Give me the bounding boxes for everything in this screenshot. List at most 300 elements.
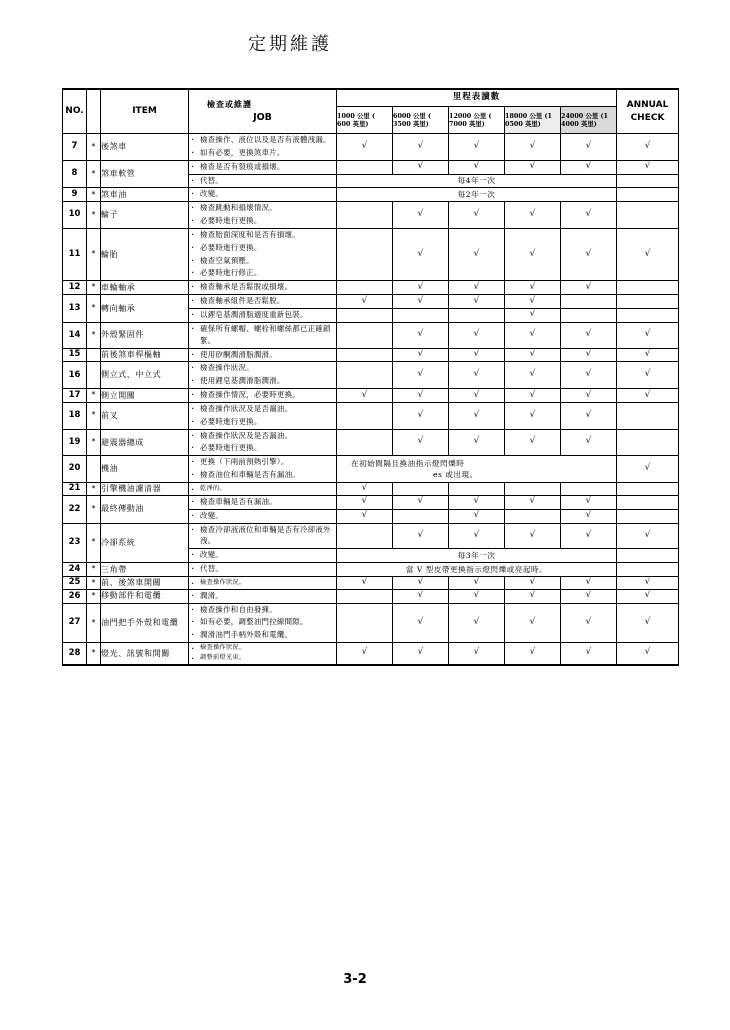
row-mileage-check-5: √: [561, 402, 617, 429]
row-job-description: [189, 429, 337, 456]
job-bullet: · 如有必要，更換煞車片。: [189, 147, 336, 159]
row-asterisk-mark: [87, 456, 101, 483]
row-job-description: [189, 228, 337, 280]
mileage-line2: 600 英里): [337, 120, 369, 128]
row-number: 7: [63, 134, 87, 161]
page-title: 定期維護: [248, 34, 332, 55]
row-mileage-check-2: √: [393, 228, 449, 280]
mileage-line1: 6000 公里 (: [393, 111, 432, 120]
row-mileage-check-4: √: [505, 589, 561, 603]
row-annual-check: [617, 188, 679, 202]
row-mileage-check-3: √: [449, 295, 505, 309]
row-annual-check: √: [617, 643, 679, 665]
row-annual-check: √: [617, 348, 679, 362]
row-mileage-check-2: √: [393, 576, 449, 589]
row-mileage-check-4: √: [505, 281, 561, 295]
row-job-description: [189, 295, 337, 309]
row-mileage-check-1: √: [337, 495, 393, 509]
table-header: [63, 89, 679, 134]
row-item-name: 車輪軸承: [101, 281, 189, 295]
row-mileage-check-4: [505, 509, 561, 523]
row-mileage-check-5: √: [561, 348, 617, 362]
row-asterisk-mark: *: [87, 322, 101, 348]
row-job-description: [189, 389, 337, 403]
row-mileage-check-5: √: [561, 160, 617, 174]
row-asterisk-mark: *: [87, 603, 101, 643]
table-row: [63, 603, 679, 643]
row-asterisk-mark: *: [87, 643, 101, 665]
row-annual-check: [617, 495, 679, 509]
table-row: [63, 348, 679, 362]
job-bullet: · 檢查操作狀況及是否漏油。: [189, 403, 336, 415]
row-mileage-check-2: √: [393, 348, 449, 362]
row-mileage-check-3: [449, 308, 505, 322]
row-mileage-check-1: √: [337, 482, 393, 495]
row-mileage-check-4: √: [505, 643, 561, 665]
job-bullet: · 必要時進行更換。: [189, 442, 336, 454]
row-mileage-check-2: √: [393, 134, 449, 161]
row-job-description: [189, 482, 337, 495]
row-mileage-check-2: √: [393, 523, 449, 549]
row-asterisk-mark: *: [87, 589, 101, 603]
row-mileage-check-2: √: [393, 389, 449, 403]
row-mileage-check-2: [393, 509, 449, 523]
table-row: [63, 134, 679, 161]
job-bullet: · 檢查操作和自由發揮。: [189, 604, 336, 616]
job-bullet: · 代替。: [189, 563, 336, 575]
job-bullet: · 改變。: [189, 549, 336, 561]
row-job-description: [189, 202, 337, 229]
header-mileage-col-1: [337, 107, 393, 134]
header-no: NO.: [63, 89, 87, 134]
header-item: ITEM: [101, 89, 189, 134]
mileage-line2: 4000 英里): [561, 120, 597, 128]
row-job-description: [189, 134, 337, 161]
mileage-line2: 7000 英里): [449, 120, 485, 128]
row-mileage-check-1: [337, 402, 393, 429]
row-annual-check: √: [617, 523, 679, 549]
row-number: 23: [63, 523, 87, 563]
row-job-description: [189, 308, 337, 322]
row-mileage-check-5: √: [561, 322, 617, 348]
row-mileage-check-3: √: [449, 576, 505, 589]
mileage-line1: 24000 公里 (1: [561, 111, 608, 120]
row-mileage-check-1: [337, 362, 393, 389]
table-body: [63, 134, 679, 665]
job-bullet: · 檢查操作狀況。: [189, 362, 336, 374]
table-row: [63, 362, 679, 389]
row-mileage-check-5: √: [561, 429, 617, 456]
table-row: [63, 563, 679, 577]
table-row: [63, 228, 679, 280]
row-mileage-check-4: √: [505, 402, 561, 429]
table-row: [63, 202, 679, 229]
row-mileage-check-1: [337, 523, 393, 549]
row-asterisk-mark: *: [87, 563, 101, 577]
table-row: [63, 482, 679, 495]
row-number: 22: [63, 495, 87, 523]
row-mileage-check-4: √: [505, 228, 561, 280]
row-mileage-check-2: √: [393, 160, 449, 174]
row-annual-check: [617, 563, 679, 577]
maintenance-schedule-table: [62, 88, 670, 666]
table-row: [63, 523, 679, 549]
job-bullet: · 乾淨的。: [189, 484, 336, 493]
row-asterisk-mark: *: [87, 134, 101, 161]
row-asterisk-mark: *: [87, 482, 101, 495]
row-mileage-check-4: √: [505, 134, 561, 161]
row-item-name: 冷卻系統: [101, 523, 189, 563]
row-mileage-check-3: √: [449, 160, 505, 174]
row-mileage-check-1: [337, 308, 393, 322]
row-job-description: [189, 402, 337, 429]
row-mileage-check-3: √: [449, 402, 505, 429]
header-mileage-col-4: [505, 107, 561, 134]
row-mileage-check-5: √: [561, 389, 617, 403]
row-asterisk-mark: *: [87, 429, 101, 456]
row-number: 19: [63, 429, 87, 456]
row-mileage-check-5: [561, 308, 617, 322]
interval-note-line2: es 或出現。: [433, 470, 478, 480]
row-number: 26: [63, 589, 87, 603]
row-mileage-check-1: √: [337, 389, 393, 403]
row-mileage-check-1: [337, 160, 393, 174]
row-asterisk-mark: *: [87, 202, 101, 229]
row-interval-note: [337, 456, 617, 483]
row-mileage-check-5: √: [561, 589, 617, 603]
row-asterisk-mark: *: [87, 389, 101, 403]
row-mileage-check-5: √: [561, 228, 617, 280]
row-mileage-check-2: √: [393, 589, 449, 603]
row-item-name: 側立式、中立式: [101, 362, 189, 389]
row-mileage-check-5: √: [561, 202, 617, 229]
row-interval-note: 每3年一次: [337, 549, 617, 563]
row-annual-check: √: [617, 589, 679, 603]
row-asterisk-mark: *: [87, 495, 101, 523]
row-number: 14: [63, 322, 87, 348]
row-mileage-check-3: √: [449, 362, 505, 389]
row-job-description: [189, 322, 337, 348]
header-job-cn: 檢查或維護: [207, 98, 252, 109]
row-mileage-check-3: √: [449, 202, 505, 229]
header-mileage-col-5: [561, 107, 617, 134]
row-item-name: 輪子: [101, 202, 189, 229]
row-mileage-check-3: √: [449, 389, 505, 403]
row-annual-check: √: [617, 228, 679, 280]
interval-note-line1: 在初始間隔且換油指示燈閃爍時: [351, 458, 465, 468]
row-item-name: 油門把手外殼和電纜: [101, 603, 189, 643]
job-bullet: · 使用矽酮潤滑脂潤滑。: [189, 349, 336, 361]
job-bullet: · 檢查胎面深度和是否有損壞。: [189, 229, 336, 241]
row-mileage-check-1: [337, 228, 393, 280]
row-mileage-check-3: √: [449, 134, 505, 161]
job-bullet: · 代替。: [189, 175, 336, 187]
job-bullet: · 潤滑。: [189, 590, 336, 602]
row-item-name: 轉向軸承: [101, 295, 189, 323]
row-mileage-check-3: √: [449, 509, 505, 523]
job-bullet: · 使用鋰皂基潤滑脂潤滑。: [189, 375, 336, 387]
row-interval-note: 每4年一次: [337, 174, 617, 188]
row-job-description: [189, 603, 337, 643]
table-row: [63, 643, 679, 665]
row-mileage-check-4: √: [505, 429, 561, 456]
row-annual-check: √: [617, 322, 679, 348]
row-mileage-check-2: √: [393, 402, 449, 429]
row-mileage-check-3: √: [449, 495, 505, 509]
row-number: 16: [63, 362, 87, 389]
job-bullet: · 改變。: [189, 510, 336, 522]
job-bullet: · 檢查操作狀況及是否漏油。: [189, 430, 336, 442]
table-row: [63, 495, 679, 509]
job-bullet: · 必要時進行修正。: [189, 267, 336, 279]
row-item-name: 燈光、訊號和開關: [101, 643, 189, 665]
row-asterisk-mark: *: [87, 188, 101, 202]
table-row: [63, 188, 679, 202]
header-mileage-col-2: [393, 107, 449, 134]
row-asterisk-mark: *: [87, 295, 101, 323]
row-annual-check: √: [617, 160, 679, 174]
row-mileage-check-3: [449, 482, 505, 495]
row-number: 27: [63, 603, 87, 643]
row-mileage-check-4: √: [505, 523, 561, 549]
row-annual-check: √: [617, 134, 679, 161]
row-mileage-check-2: √: [393, 202, 449, 229]
job-bullet: · 調整前燈光束。: [189, 653, 336, 662]
row-mileage-check-4: √: [505, 495, 561, 509]
job-bullet: · 檢查冷卻液液位和車輛是否有冷卻液外洩。: [189, 524, 336, 548]
row-asterisk-mark: *: [87, 281, 101, 295]
job-bullet: · 檢查是否有裂痕或損壞。: [189, 161, 336, 173]
row-mileage-check-5: √: [561, 134, 617, 161]
header-job-en: JOB: [253, 111, 272, 123]
job-bullet: · 更換（下兩前預熱引擎）。: [189, 456, 336, 468]
row-job-description: [189, 160, 337, 174]
row-annual-check: [617, 482, 679, 495]
table-row: [63, 429, 679, 456]
row-job-description: [189, 509, 337, 523]
row-item-name: 最終傳動油: [101, 495, 189, 523]
table-row: [63, 322, 679, 348]
row-mileage-check-1: [337, 202, 393, 229]
mileage-line2: 3500 英里): [393, 120, 429, 128]
row-mileage-check-2: √: [393, 603, 449, 643]
row-mileage-check-1: [337, 589, 393, 603]
job-bullet: · 檢查軸承組件是否鬆脫。: [189, 295, 336, 307]
row-asterisk-mark: *: [87, 576, 101, 589]
row-asterisk-mark: [87, 348, 101, 362]
row-mileage-check-5: √: [561, 495, 617, 509]
job-bullet: · 以鋰皂基潤滑脂適度重新包裝。: [189, 309, 336, 321]
row-annual-check: [617, 281, 679, 295]
row-item-name: 避震器總成: [101, 429, 189, 456]
row-mileage-check-1: √: [337, 576, 393, 589]
row-asterisk-mark: *: [87, 160, 101, 188]
row-item-name: 前後煞車桿樞軸: [101, 348, 189, 362]
job-bullet: · 檢查軸承是否鬆脫或損壞。: [189, 281, 336, 293]
row-annual-check: [617, 402, 679, 429]
row-mileage-check-2: √: [393, 322, 449, 348]
table-row: [63, 281, 679, 295]
row-job-description: [189, 549, 337, 563]
row-annual-check: √: [617, 576, 679, 589]
row-mileage-check-2: [393, 482, 449, 495]
row-job-description: [189, 495, 337, 509]
row-mileage-check-1: [337, 348, 393, 362]
row-annual-check: [617, 549, 679, 563]
row-annual-check: [617, 295, 679, 309]
row-number: 18: [63, 402, 87, 429]
row-mileage-check-3: √: [449, 589, 505, 603]
row-job-description: [189, 523, 337, 549]
row-mileage-check-4: √: [505, 308, 561, 322]
row-item-name: 側立開關: [101, 389, 189, 403]
row-job-description: [189, 174, 337, 188]
row-item-name: 機油: [101, 456, 189, 483]
row-mileage-check-5: √: [561, 509, 617, 523]
job-bullet: · 檢查操作情況，必要時更換。: [189, 389, 336, 401]
row-mileage-check-1: [337, 322, 393, 348]
job-bullet: · 檢查操作、液位以及是否有液體洩漏。: [189, 134, 336, 146]
row-mileage-check-2: √: [393, 362, 449, 389]
row-number: 20: [63, 456, 87, 483]
header-job: [189, 89, 337, 134]
row-mileage-check-4: √: [505, 576, 561, 589]
row-annual-check: √: [617, 389, 679, 403]
row-number: 15: [63, 348, 87, 362]
row-mileage-check-2: √: [393, 281, 449, 295]
table-row: [63, 576, 679, 589]
table-row: [63, 589, 679, 603]
row-job-description: [189, 589, 337, 603]
row-mileage-check-5: √: [561, 362, 617, 389]
row-mileage-check-4: √: [505, 362, 561, 389]
row-item-name: 煞車軟管: [101, 160, 189, 188]
table-row: [63, 160, 679, 174]
row-asterisk-mark: *: [87, 523, 101, 563]
row-mileage-check-1: [337, 429, 393, 456]
table-row: [63, 295, 679, 309]
row-number: 24: [63, 563, 87, 577]
row-interval-note: 每2年一次: [337, 188, 617, 202]
row-annual-check: [617, 429, 679, 456]
mileage-line1: 12000 公里 (: [449, 111, 492, 120]
header-mileage-col-3: [449, 107, 505, 134]
row-mileage-check-4: √: [505, 202, 561, 229]
row-job-description: [189, 362, 337, 389]
row-mileage-check-3: √: [449, 643, 505, 665]
row-mileage-check-3: √: [449, 322, 505, 348]
row-item-name: 煞車油: [101, 188, 189, 202]
row-number: 13: [63, 295, 87, 323]
job-bullet: · 檢查操作狀況。: [189, 578, 336, 587]
row-mileage-check-3: √: [449, 228, 505, 280]
job-bullet: · 潤滑油門手柄外殼和電纜。: [189, 629, 336, 641]
row-job-description: [189, 281, 337, 295]
row-item-name: 前叉: [101, 402, 189, 429]
row-item-name: 外殼緊固件: [101, 322, 189, 348]
job-bullet: · 如有必要，調整油門拉線間隙。: [189, 616, 336, 628]
row-job-description: [189, 576, 337, 589]
row-number: 28: [63, 643, 87, 665]
row-number: 17: [63, 389, 87, 403]
row-item-name: 三角帶: [101, 563, 189, 577]
mileage-line1: 18000 公里 (1: [505, 111, 552, 120]
row-mileage-check-4: √: [505, 295, 561, 309]
row-annual-check: [617, 509, 679, 523]
row-number: 25: [63, 576, 87, 589]
row-job-description: [189, 348, 337, 362]
header-asterisk: [87, 89, 101, 134]
job-bullet: · 檢查車輛是否有漏油。: [189, 496, 336, 508]
row-mileage-check-5: [561, 482, 617, 495]
row-annual-check: [617, 174, 679, 188]
job-bullet: · 檢查油位和車輛是否有漏油。: [189, 469, 336, 481]
job-bullet: · 改變。: [189, 188, 336, 200]
row-mileage-check-2: √: [393, 429, 449, 456]
row-job-description: [189, 188, 337, 202]
row-mileage-check-5: √: [561, 643, 617, 665]
row-mileage-check-5: [561, 295, 617, 309]
row-mileage-check-4: √: [505, 603, 561, 643]
mileage-line2: 0500 英里): [505, 120, 541, 128]
row-mileage-check-4: √: [505, 322, 561, 348]
row-mileage-check-2: √: [393, 495, 449, 509]
row-mileage-check-3: √: [449, 429, 505, 456]
row-job-description: [189, 456, 337, 483]
job-bullet: · 必要時進行更換。: [189, 215, 336, 227]
row-mileage-check-5: √: [561, 603, 617, 643]
page-number: 3-2: [343, 972, 367, 987]
row-annual-check: √: [617, 362, 679, 389]
row-mileage-check-2: √: [393, 643, 449, 665]
table-row: [63, 389, 679, 403]
row-number: 8: [63, 160, 87, 188]
row-mileage-check-3: √: [449, 348, 505, 362]
row-item-name: 移動部件和電纜: [101, 589, 189, 603]
row-job-description: [189, 563, 337, 577]
row-item-name: 後煞車: [101, 134, 189, 161]
row-mileage-check-3: √: [449, 523, 505, 549]
job-bullet: · 確保所有螺帽、螺栓和螺絲都已正確鎖緊。: [189, 323, 336, 347]
row-mileage-check-5: √: [561, 576, 617, 589]
row-mileage-check-5: √: [561, 523, 617, 549]
row-number: 12: [63, 281, 87, 295]
row-number: 10: [63, 202, 87, 229]
row-number: 9: [63, 188, 87, 202]
mileage-line1: 1000 公里 (: [337, 111, 376, 120]
row-mileage-check-4: [505, 482, 561, 495]
row-mileage-check-2: √: [393, 295, 449, 309]
row-asterisk-mark: [87, 362, 101, 389]
row-annual-check: √: [617, 603, 679, 643]
row-mileage-check-4: √: [505, 389, 561, 403]
schedule-table: [62, 88, 679, 666]
row-mileage-check-3: √: [449, 603, 505, 643]
row-asterisk-mark: *: [87, 228, 101, 280]
row-interval-note: 當 V 型皮帶更換指示燈閃爍或亮起時。: [337, 563, 617, 577]
row-mileage-check-2: [393, 308, 449, 322]
row-asterisk-mark: *: [87, 402, 101, 429]
row-item-name: 前、後煞車開關: [101, 576, 189, 589]
header-annual-check: ANNUAL CHECK: [617, 89, 679, 134]
row-mileage-check-1: √: [337, 134, 393, 161]
table-row: [63, 402, 679, 429]
header-mileage-group: 里程表讀數: [337, 89, 617, 107]
row-annual-check: √: [617, 456, 679, 483]
row-mileage-check-4: √: [505, 160, 561, 174]
job-bullet: · 檢查空氣預壓。: [189, 255, 336, 267]
row-mileage-check-1: √: [337, 509, 393, 523]
